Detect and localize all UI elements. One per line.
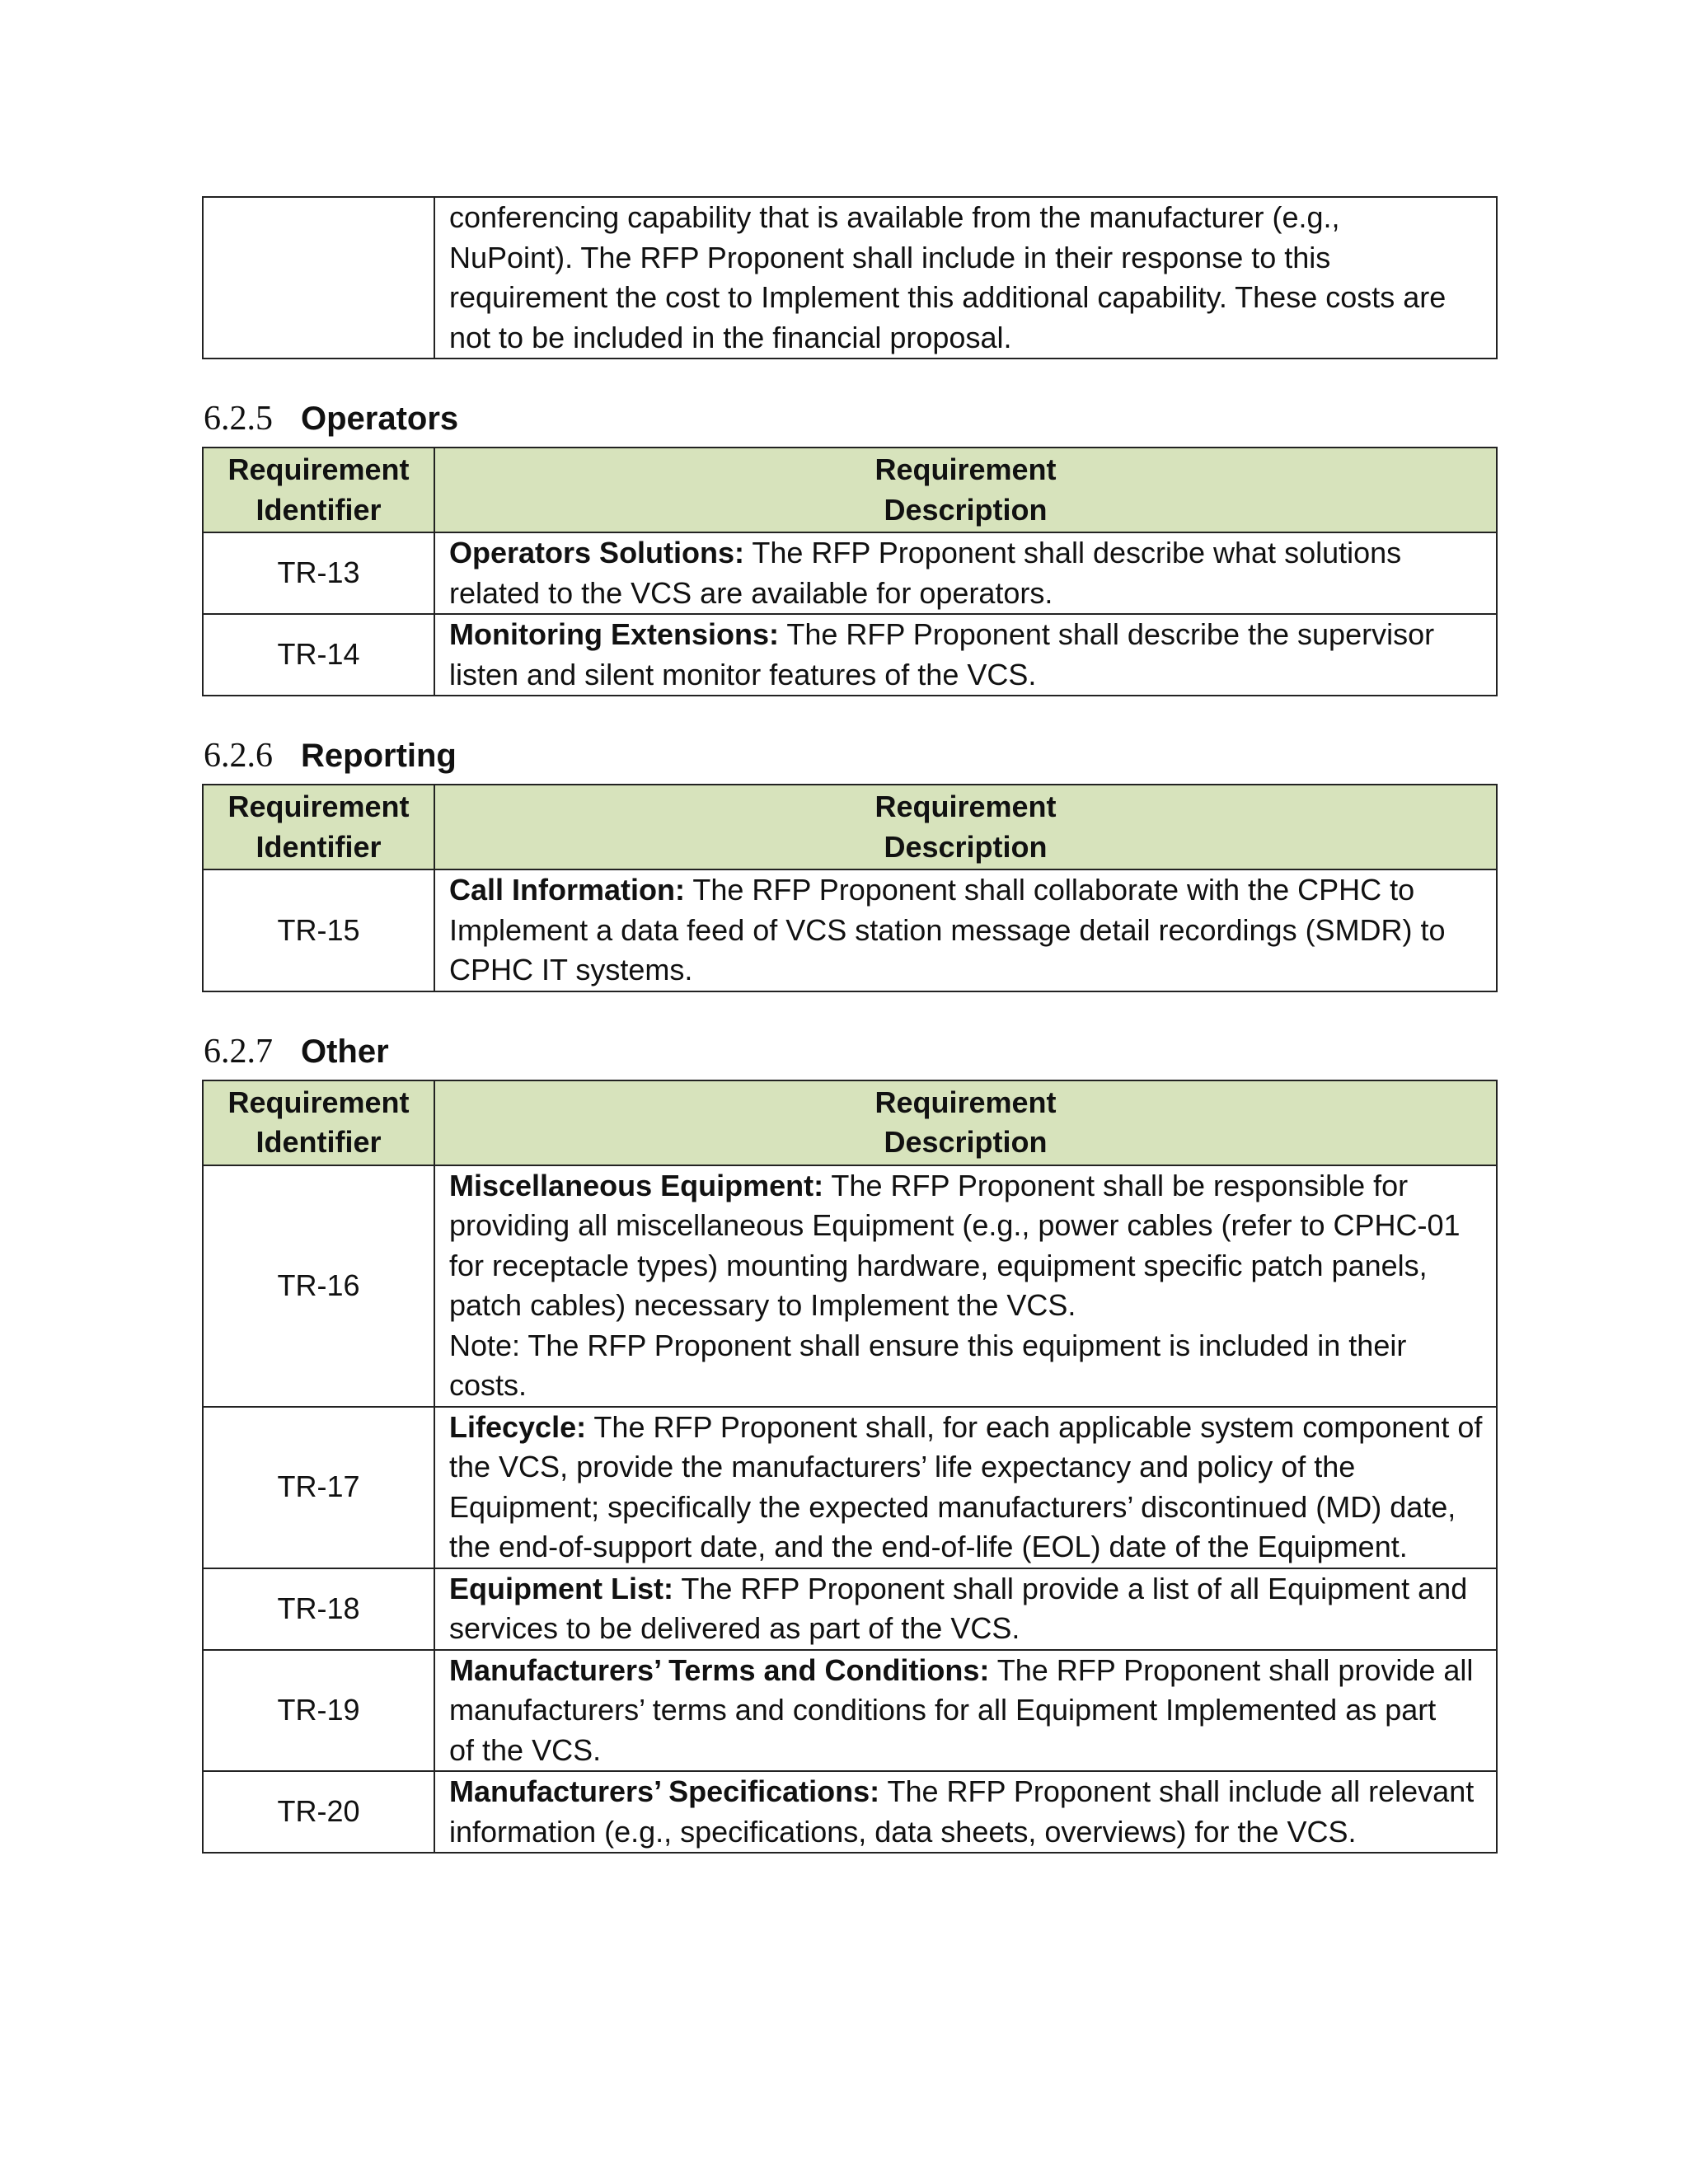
table-row xyxy=(203,1771,1497,1853)
header-label: Identifier xyxy=(256,829,382,864)
section-title: Other xyxy=(301,1033,389,1070)
section-title: Operators xyxy=(301,401,459,437)
requirement-lead: Lifecycle: xyxy=(449,1409,587,1444)
requirements-table-other xyxy=(202,1080,1498,1854)
header-label: Requirement xyxy=(227,452,410,486)
section-number: 6.2.5 xyxy=(204,400,273,438)
table-header-row xyxy=(203,1080,1497,1165)
description-line: for receptacle types) mounting hardware, equipment specific patch panels, xyxy=(449,1248,1428,1282)
description-line: the VCS, provide the manufacturers’ life expectancy and policy of the xyxy=(449,1450,1356,1483)
description-line: Implement a data feed of VCS station message detail recordings (SMDR) to xyxy=(449,912,1446,947)
table-row xyxy=(203,614,1497,696)
requirement-description xyxy=(434,1650,1497,1772)
table-row xyxy=(203,1568,1497,1650)
requirement-description xyxy=(434,614,1497,696)
requirement-lead: Miscellaneous Equipment: xyxy=(449,1168,824,1202)
requirements-table-operators xyxy=(202,447,1498,696)
description-line: providing all miscellaneous Equipment (e.g., power cables (refer to CPHC-01 xyxy=(449,1208,1461,1242)
description-line: The RFP Proponent shall, for each applicable system component of xyxy=(586,1409,1483,1444)
table-header-row xyxy=(203,448,1497,532)
description-line: related to the VCS are available for operators. xyxy=(449,575,1053,610)
table-row xyxy=(203,1407,1497,1568)
header-requirement-description xyxy=(434,1080,1497,1165)
description-line: listen and silent monitor features of the VCS. xyxy=(449,657,1037,691)
description-line: not to be included in the financial proposal. xyxy=(449,320,1012,354)
description-line: conferencing capability that is available from the manufacturer (e.g., xyxy=(449,200,1340,234)
description-line: of the VCS. xyxy=(449,1732,602,1767)
table-row xyxy=(203,869,1497,991)
header-label: Requirement xyxy=(227,790,410,823)
requirements-table-reporting xyxy=(202,784,1498,992)
section-number: 6.2.6 xyxy=(204,737,273,775)
requirement-id: TR-20 xyxy=(203,1771,434,1853)
requirement-id: TR-18 xyxy=(203,1568,434,1650)
table-row xyxy=(203,197,1497,359)
header-label: Description xyxy=(884,492,1048,527)
description-line: services to be delivered as part of the VCS. xyxy=(449,1611,1020,1645)
table-row xyxy=(203,532,1497,614)
requirement-lead: Equipment List: xyxy=(449,1571,673,1605)
header-label: Description xyxy=(884,1125,1048,1159)
requirement-description xyxy=(434,532,1497,614)
requirement-id: TR-17 xyxy=(203,1407,434,1568)
description-line: The RFP Proponent shall include all relevant xyxy=(879,1774,1475,1808)
requirement-id: TR-16 xyxy=(203,1165,434,1407)
requirement-lead: Manufacturers’ Specifications: xyxy=(449,1774,880,1808)
header-requirement-identifier xyxy=(203,785,434,869)
header-requirement-identifier xyxy=(203,448,434,532)
header-label: Description xyxy=(884,829,1048,864)
header-label: Requirement xyxy=(874,790,1057,823)
description-line: manufacturers’ terms and conditions for all Equipment Implemented as part xyxy=(449,1693,1437,1727)
description-line: information (e.g., specifications, data sheets, overviews) for the VCS. xyxy=(449,1814,1357,1849)
requirement-id: TR-19 xyxy=(203,1650,434,1772)
description-line: The RFP Proponent shall provide a list of all Equipment and xyxy=(673,1571,1468,1605)
table-header-row xyxy=(203,785,1497,869)
description-line: The RFP Proponent shall describe what solutions xyxy=(744,536,1402,569)
description-cell xyxy=(434,197,1497,359)
description-line: the end-of-support date, and the end-of-life (EOL) date of the Equipment. xyxy=(449,1530,1408,1563)
header-label: Requirement xyxy=(874,1085,1057,1119)
header-label: Requirement xyxy=(874,452,1057,486)
section-heading-other xyxy=(202,992,1496,1080)
requirement-id: TR-13 xyxy=(203,532,434,614)
table-row xyxy=(203,1165,1497,1407)
description-line: Equipment; specifically the expected manufacturers’ discontinued (MD) date, xyxy=(449,1489,1456,1524)
document-page xyxy=(202,196,1496,1854)
requirement-description xyxy=(434,869,1497,991)
description-line: CPHC IT systems. xyxy=(449,953,693,987)
description-line: Note: The RFP Proponent shall ensure this equipment is included in their xyxy=(449,1328,1407,1362)
requirement-id: TR-14 xyxy=(203,614,434,696)
requirement-lead: Call Information: xyxy=(449,873,685,907)
continuation-table xyxy=(202,196,1498,359)
requirement-id: TR-15 xyxy=(203,869,434,991)
requirement-description xyxy=(434,1165,1497,1407)
description-line: The RFP Proponent shall provide all xyxy=(989,1652,1474,1687)
description-line: The RFP Proponent shall describe the supervisor xyxy=(779,617,1435,651)
section-heading-reporting xyxy=(202,696,1496,784)
section-number: 6.2.7 xyxy=(204,1032,273,1071)
requirement-lead: Monitoring Extensions: xyxy=(449,617,779,651)
header-requirement-identifier xyxy=(203,1080,434,1165)
identifier-cell xyxy=(203,197,434,359)
requirement-lead: Operators Solutions: xyxy=(449,536,745,569)
section-title: Reporting xyxy=(301,738,457,774)
description-line: requirement the cost to Implement this additional capability. These costs are xyxy=(449,280,1447,314)
header-label: Identifier xyxy=(256,492,382,527)
description-line: The RFP Proponent shall collaborate with the CPHC to xyxy=(685,873,1415,907)
header-requirement-description xyxy=(434,448,1497,532)
description-line: costs. xyxy=(449,1368,528,1402)
header-label: Identifier xyxy=(256,1125,382,1159)
requirement-description xyxy=(434,1407,1497,1568)
description-line: NuPoint). The RFP Proponent shall include in their response to this xyxy=(449,240,1331,274)
header-label: Requirement xyxy=(227,1085,410,1119)
description-line: The RFP Proponent shall be responsible for xyxy=(823,1168,1409,1202)
header-requirement-description xyxy=(434,785,1497,869)
description-line: patch cables) necessary to Implement the VCS. xyxy=(449,1288,1076,1322)
table-row xyxy=(203,1650,1497,1772)
requirement-description xyxy=(434,1771,1497,1853)
section-heading-operators xyxy=(202,359,1496,447)
requirement-lead: Manufacturers’ Terms and Conditions: xyxy=(449,1652,990,1687)
requirement-description xyxy=(434,1568,1497,1650)
